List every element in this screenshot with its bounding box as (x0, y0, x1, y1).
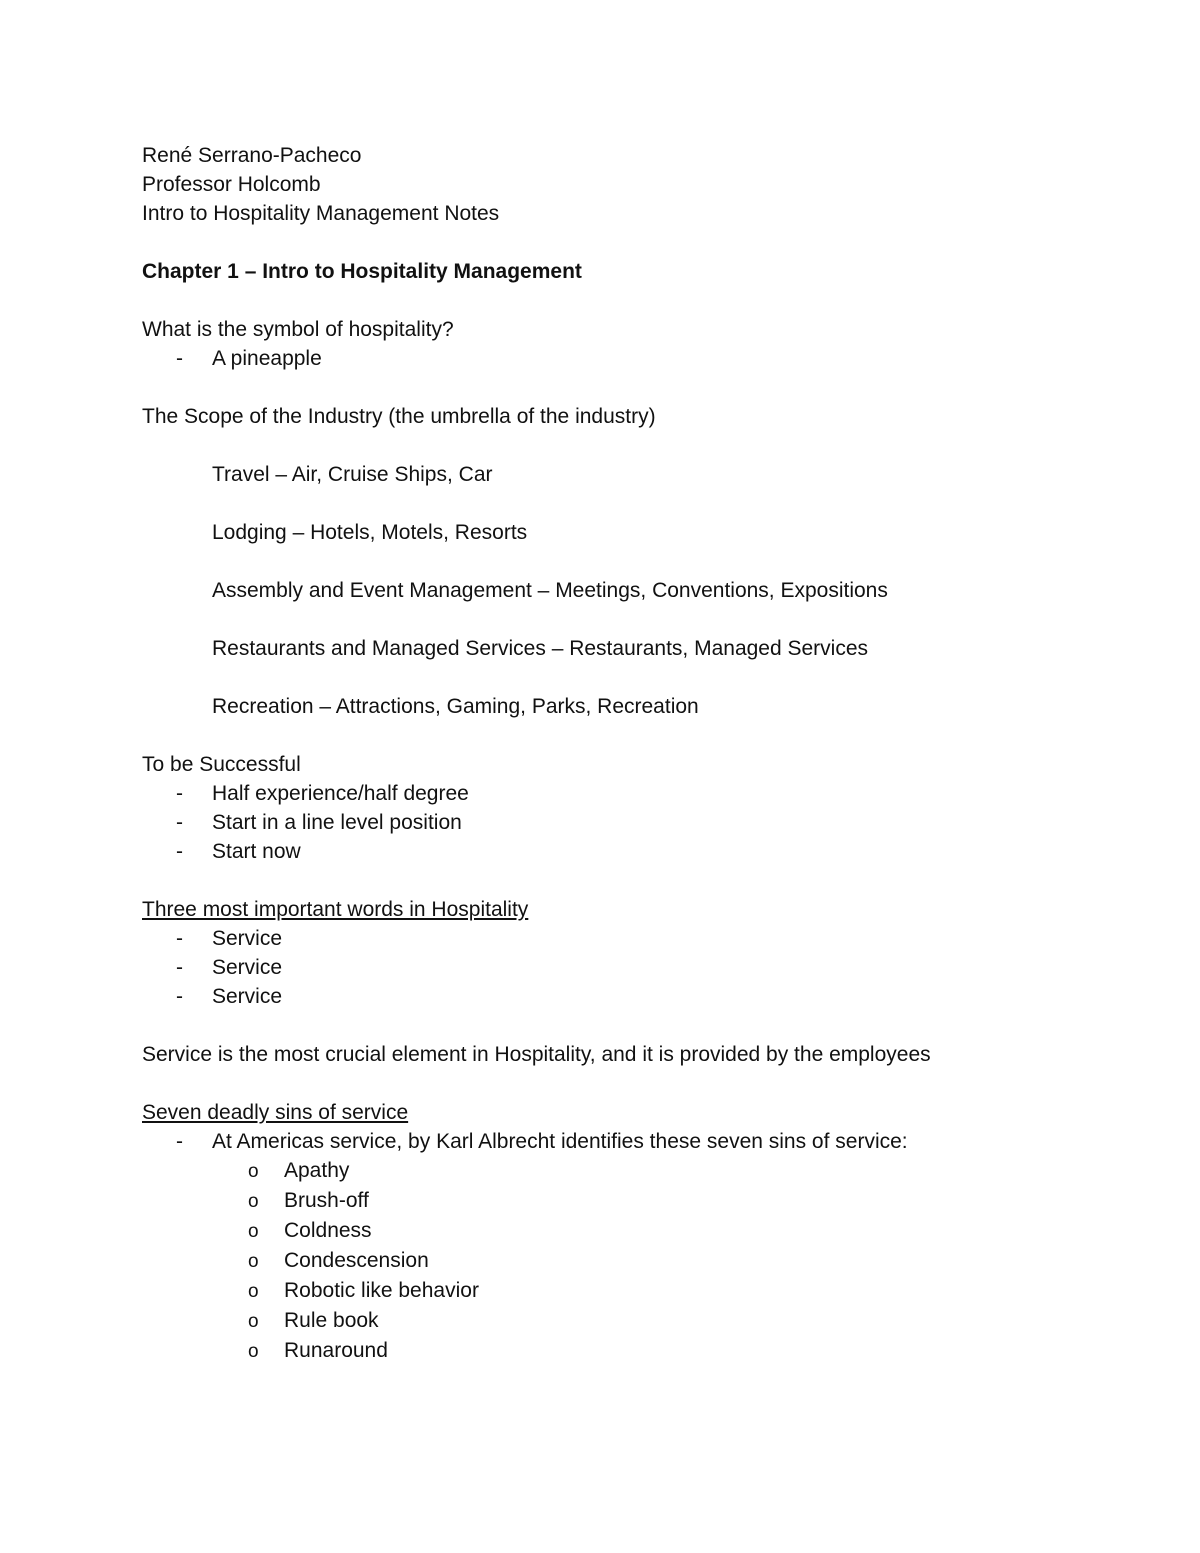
symbol-question: What is the symbol of hospitality? (142, 318, 454, 341)
word-item: Service (212, 985, 283, 1008)
document-body (142, 141, 1102, 1366)
spacer (142, 605, 1102, 634)
spacer (142, 866, 1102, 895)
words-heading: Three most important words in Hospitality (142, 898, 529, 921)
success-item: Half experience/half degree (212, 782, 469, 805)
sin-item: Brush-off (284, 1189, 369, 1212)
sins-intro: At Americas service, by Karl Albrecht identifies these seven sins of service: (212, 1130, 908, 1153)
service-statement: Service is the most crucial element in Hospitality, and it is provided by the employees (142, 1043, 931, 1066)
spacer (142, 489, 1102, 518)
spacer (142, 1069, 1102, 1098)
success-item: Start in a line level position (212, 811, 462, 834)
dash-bullet: - (176, 782, 183, 805)
circle-bullet: o (248, 1221, 259, 1242)
dash-bullet: - (176, 347, 183, 370)
list-item (142, 808, 1102, 837)
dash-bullet: - (176, 985, 183, 1008)
sins-heading: Seven deadly sins of service (142, 1101, 409, 1124)
spacer (142, 547, 1102, 576)
sub-list-item (142, 1156, 1102, 1186)
dash-bullet: - (176, 1130, 183, 1153)
sub-list-item (142, 1216, 1102, 1246)
sin-item: Robotic like behavior (284, 1279, 479, 1302)
symbol-answer: A pineapple (212, 347, 322, 370)
scope-item-recreation: Recreation – Attractions, Gaming, Parks, Recreation (212, 695, 699, 718)
list-item (142, 924, 1102, 953)
sub-list-item (142, 1246, 1102, 1276)
sub-list-item (142, 1306, 1102, 1336)
spacer (142, 228, 1102, 257)
scope-item-lodging: Lodging – Hotels, Motels, Resorts (212, 521, 528, 544)
success-heading: To be Successful (142, 753, 301, 776)
course-title: Intro to Hospitality Management Notes (142, 202, 500, 225)
sub-list-item (142, 1336, 1102, 1366)
spacer (142, 431, 1102, 460)
list-item (142, 779, 1102, 808)
sin-item: Coldness (284, 1219, 372, 1242)
spacer (142, 721, 1102, 750)
author-name: René Serrano-Pacheco (142, 144, 362, 167)
spacer (142, 663, 1102, 692)
circle-bullet: o (248, 1311, 259, 1332)
spacer (142, 1011, 1102, 1040)
circle-bullet: o (248, 1281, 259, 1302)
list-item (142, 953, 1102, 982)
sub-list-item (142, 1186, 1102, 1216)
sub-list-item (142, 1276, 1102, 1306)
circle-bullet: o (248, 1191, 259, 1212)
scope-heading: The Scope of the Industry (the umbrella of the industry) (142, 405, 656, 428)
scope-item-assembly: Assembly and Event Management – Meetings, Conventions, Expositions (212, 579, 888, 602)
list-item (142, 344, 1102, 373)
list-item (142, 982, 1102, 1011)
list-item (142, 1127, 1102, 1156)
dash-bullet: - (176, 927, 183, 950)
word-item: Service (212, 927, 283, 950)
sin-item: Condescension (284, 1249, 429, 1272)
sin-item: Rule book (284, 1309, 379, 1332)
sin-item: Apathy (284, 1159, 350, 1182)
circle-bullet: o (248, 1161, 259, 1182)
chapter-title: Chapter 1 – Intro to Hospitality Management (142, 260, 582, 283)
scope-item-travel: Travel – Air, Cruise Ships, Car (212, 463, 493, 486)
success-item: Start now (212, 840, 301, 863)
spacer (142, 286, 1102, 315)
sin-item: Runaround (284, 1339, 388, 1362)
word-item: Service (212, 956, 283, 979)
professor-name: Professor Holcomb (142, 173, 321, 196)
circle-bullet: o (248, 1341, 259, 1362)
spacer (142, 373, 1102, 402)
list-item (142, 837, 1102, 866)
dash-bullet: - (176, 956, 183, 979)
circle-bullet: o (248, 1251, 259, 1272)
dash-bullet: - (176, 811, 183, 834)
scope-item-restaurants: Restaurants and Managed Services – Restaurants, Managed Services (212, 637, 869, 660)
dash-bullet: - (176, 840, 183, 863)
